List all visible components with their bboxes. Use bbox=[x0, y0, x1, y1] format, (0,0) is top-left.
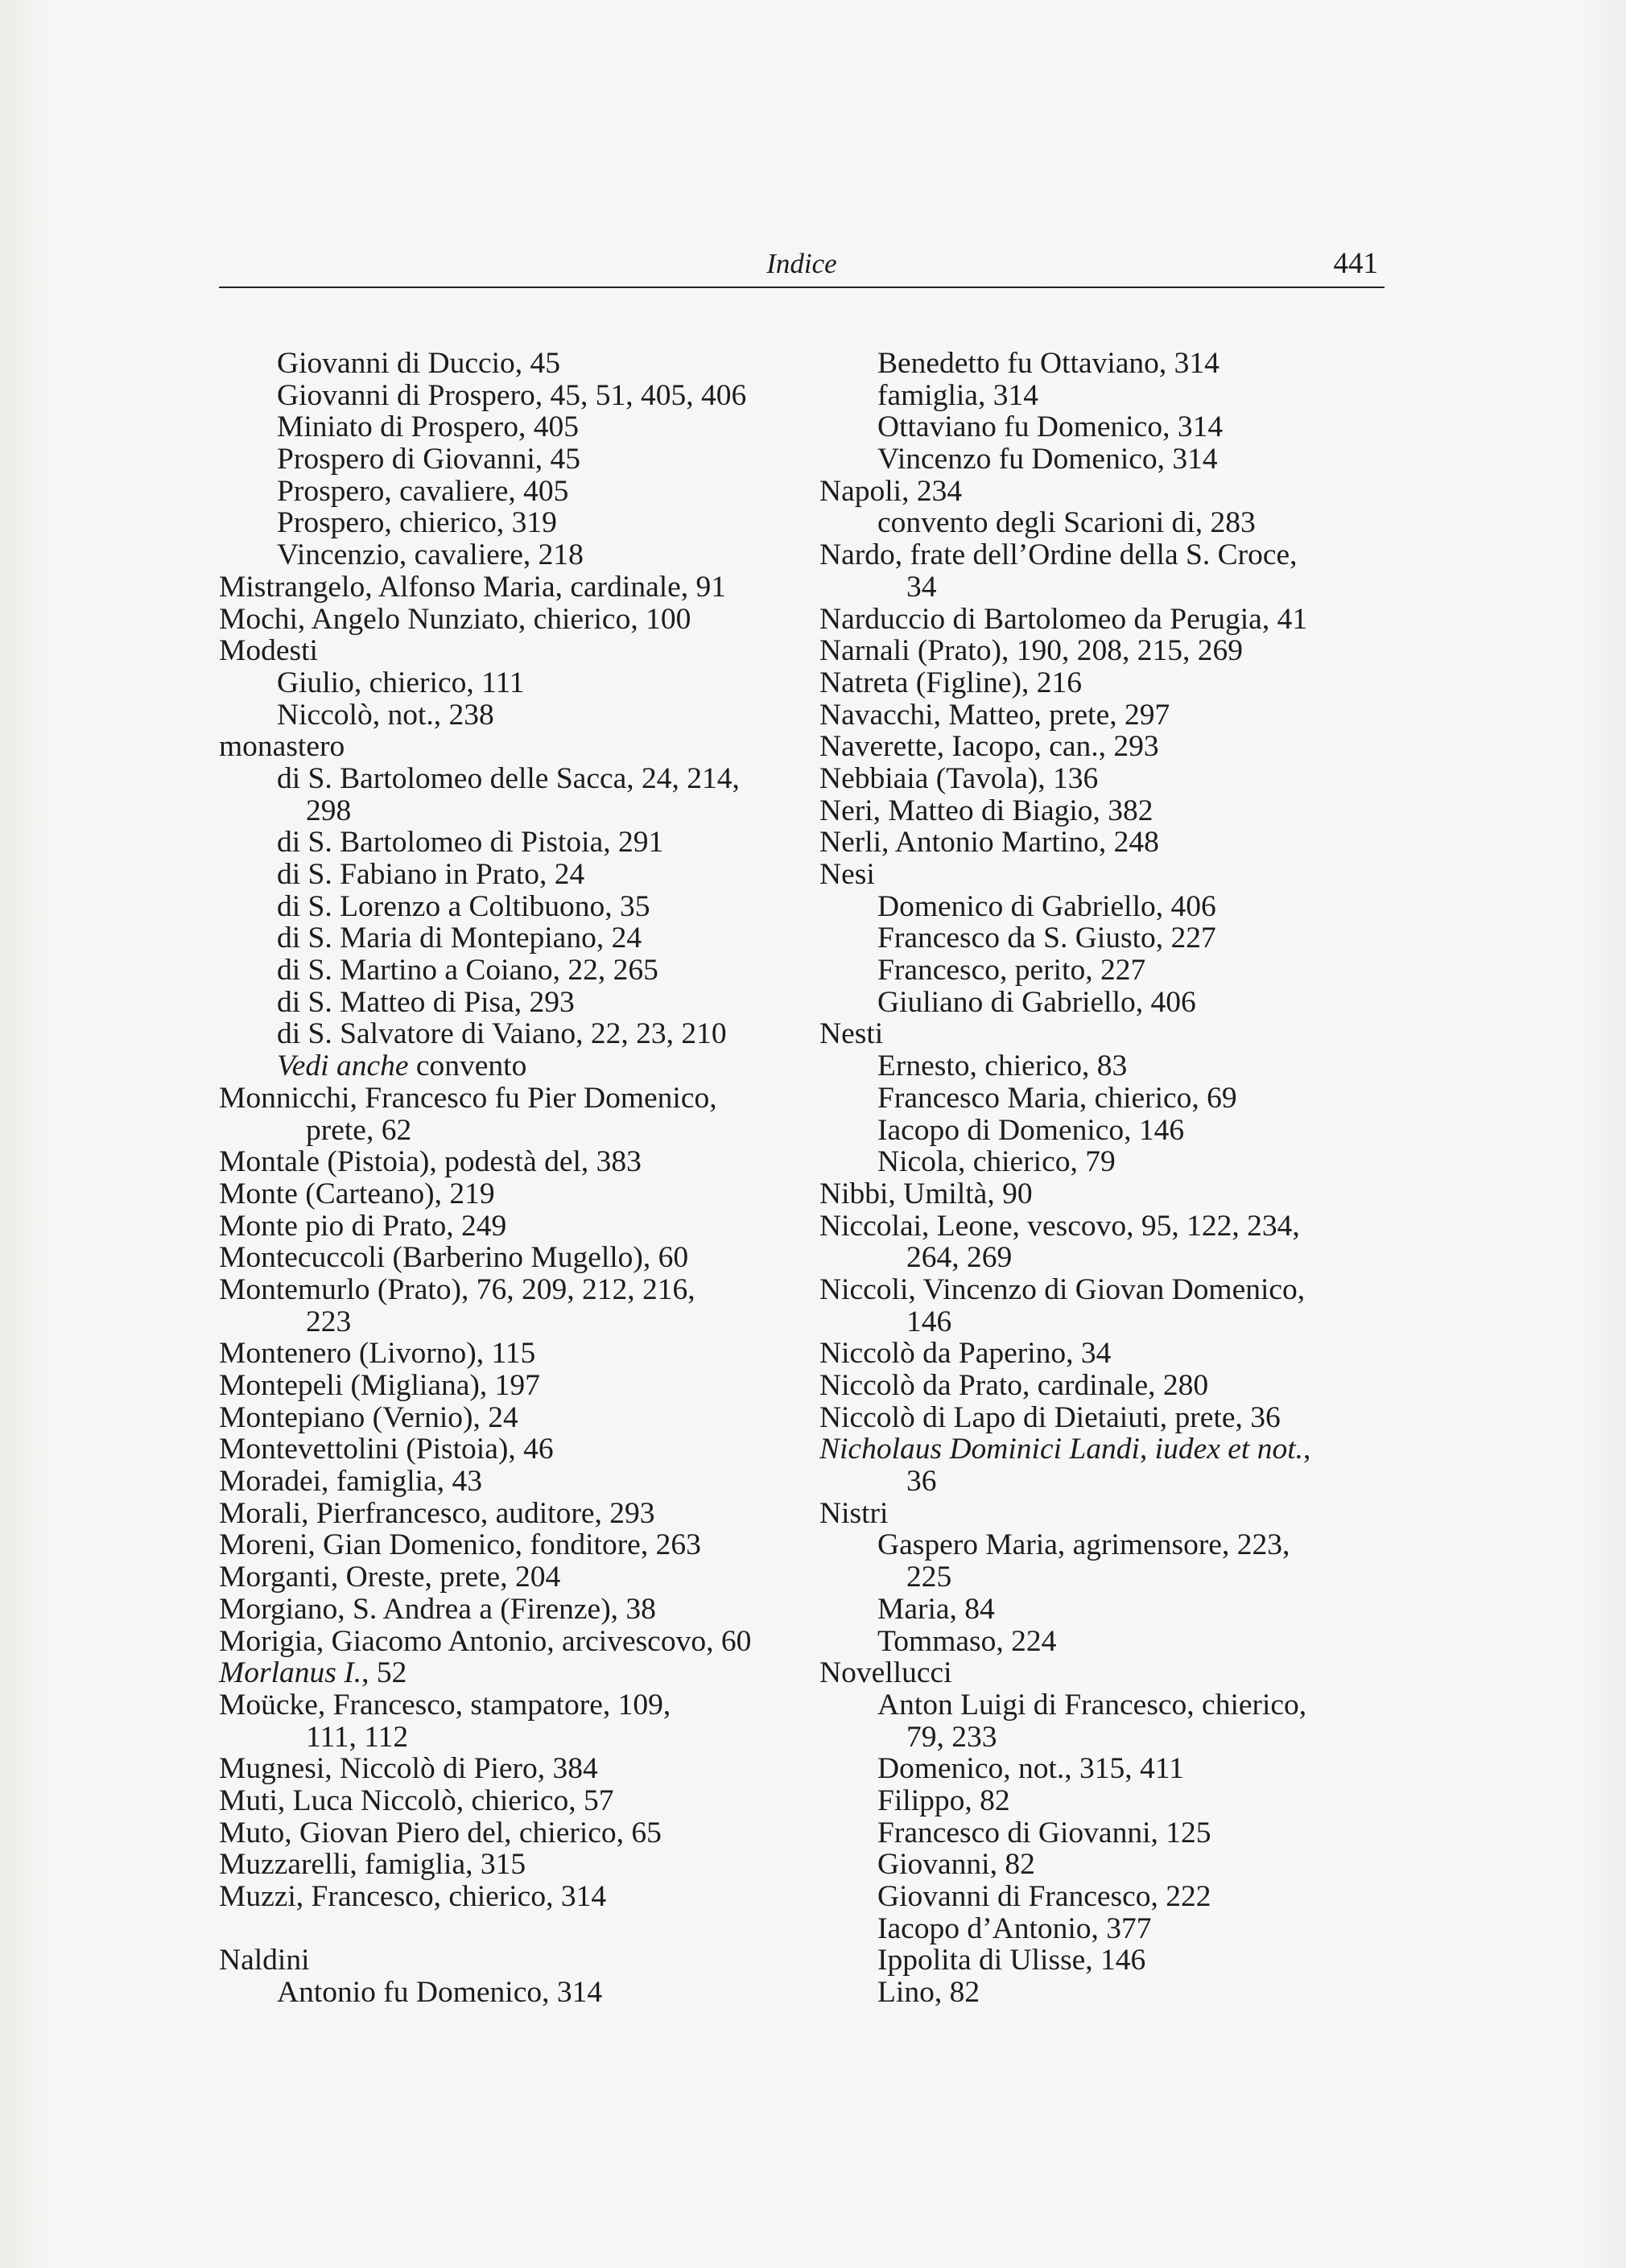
entry-text: Morali, Pierfrancesco, auditore, 293 bbox=[219, 1496, 655, 1530]
entry-text: Naverette, Iacopo, can., 293 bbox=[819, 730, 1159, 764]
index-entry bbox=[819, 1178, 1387, 1210]
entry-text: convento bbox=[408, 1049, 527, 1083]
entry-text: Iacopo di Domenico, 146 bbox=[877, 1113, 1185, 1147]
entry-text: Mochi, Angelo Nunziato, chierico, 100 bbox=[219, 602, 691, 636]
entry-text: 111, 112 bbox=[306, 1720, 409, 1754]
entry-text: 264, 269 bbox=[906, 1241, 1013, 1275]
index-subentry bbox=[819, 987, 1387, 1019]
entry-text: Giovanni di Duccio, 45 bbox=[277, 347, 561, 380]
entry-text: Filippo, 82 bbox=[877, 1783, 1010, 1817]
entry-text: Prospero, chierico, 319 bbox=[277, 506, 557, 540]
entry-text: di S. Matteo di Pisa, 293 bbox=[277, 985, 575, 1019]
entry-text: Morganti, Oreste, prete, 204 bbox=[219, 1561, 561, 1594]
index-subentry bbox=[819, 1626, 1387, 1658]
entry-text: Novellucci bbox=[819, 1656, 952, 1690]
index-entry bbox=[819, 1370, 1387, 1402]
entry-text: Monnicchi, Francesco fu Pier Domenico, bbox=[219, 1081, 717, 1115]
entry-text: Nicola, chierico, 79 bbox=[877, 1145, 1116, 1179]
entry-text: Niccoli, Vincenzo di Giovan Domenico, bbox=[819, 1272, 1306, 1306]
index-subentry bbox=[819, 380, 1387, 412]
entry-text: Natreta (Figline), 216 bbox=[819, 666, 1082, 699]
index-subentry bbox=[219, 539, 782, 571]
entry-text: Francesco di Giovanni, 125 bbox=[877, 1816, 1211, 1849]
entry-text: Muto, Giovan Piero del, chierico, 65 bbox=[219, 1816, 662, 1849]
index-entry bbox=[819, 1657, 1387, 1689]
entry-text: Giulio, chierico, 111 bbox=[277, 666, 525, 699]
entry-text: Naldini bbox=[219, 1944, 310, 1977]
entry-text: Muzzi, Francesco, chierico, 314 bbox=[219, 1880, 607, 1913]
entry-text: di S. Lorenzo a Coltibuono, 35 bbox=[277, 889, 650, 923]
index-subentry bbox=[219, 891, 782, 923]
index-subentry bbox=[219, 859, 782, 891]
entry-text: 223 bbox=[306, 1305, 352, 1338]
index-subentry bbox=[219, 667, 782, 699]
index-subentry bbox=[219, 507, 782, 539]
index-entry bbox=[219, 1561, 782, 1594]
entry-text: Montepiano (Vernio), 24 bbox=[219, 1400, 518, 1434]
entry-text: di S. Bartolomeo di Pistoia, 291 bbox=[277, 826, 664, 860]
index-entry bbox=[219, 604, 782, 636]
index-entry bbox=[219, 1146, 782, 1178]
entry-text: Giuliano di Gabriello, 406 bbox=[877, 985, 1196, 1019]
entry-text: Miniato di Prospero, 405 bbox=[277, 410, 579, 444]
index-entry bbox=[219, 635, 782, 667]
index-entry bbox=[219, 1849, 782, 1881]
index-entry bbox=[219, 571, 782, 604]
entry-text: Francesco, perito, 227 bbox=[877, 954, 1146, 988]
index-subentry bbox=[219, 1050, 782, 1082]
index-entry bbox=[219, 1594, 782, 1626]
entry-text: Montevettolini (Pistoia), 46 bbox=[219, 1433, 554, 1466]
index-entry bbox=[819, 635, 1387, 667]
index-entry bbox=[219, 1881, 782, 1913]
entry-text: Lino, 82 bbox=[877, 1976, 980, 2010]
index-subentry bbox=[219, 443, 782, 476]
entry-text: Nebbiaia (Tavola), 136 bbox=[819, 761, 1099, 795]
index-column-right bbox=[819, 348, 1387, 2009]
index-entry bbox=[219, 1433, 782, 1466]
entry-text: Moücke, Francesco, stampatore, 109, bbox=[219, 1688, 671, 1722]
entry-text: Gaspero Maria, agrimensore, 223, bbox=[877, 1528, 1290, 1562]
entry-text: Iacopo d’Antonio, 377 bbox=[877, 1911, 1152, 1945]
entry-text: prete, 62 bbox=[306, 1113, 412, 1147]
entry-text: di S. Bartolomeo delle Sacca, 24, 214, bbox=[277, 761, 740, 795]
index-entry bbox=[219, 1657, 782, 1689]
italic-text: Nicholaus Dominici Landi, iudex et not. bbox=[819, 1433, 1303, 1466]
index-subentry bbox=[219, 1018, 782, 1050]
index-subentry bbox=[819, 1689, 1387, 1722]
index-entry bbox=[219, 1082, 782, 1115]
entry-text: convento degli Scarioni di, 283 bbox=[877, 506, 1256, 540]
index-entry bbox=[819, 859, 1387, 891]
entry-text: Niccolò, not., 238 bbox=[277, 698, 494, 732]
entry-text: Giovanni, 82 bbox=[877, 1848, 1035, 1882]
entry-text: Montenero (Livorno), 115 bbox=[219, 1337, 536, 1371]
index-entry bbox=[219, 1529, 782, 1561]
entry-text: Monte (Carteano), 219 bbox=[219, 1177, 495, 1210]
entry-text: 146 bbox=[906, 1305, 952, 1338]
entry-text: Niccolò di Lapo di Dietaiuti, prete, 36 bbox=[819, 1400, 1281, 1434]
index-subentry bbox=[819, 1529, 1387, 1561]
entry-text: 36 bbox=[906, 1465, 937, 1499]
entry-text: Narduccio di Bartolomeo da Perugia, 41 bbox=[819, 602, 1308, 636]
entry-text: Maria, 84 bbox=[877, 1592, 995, 1626]
index-entry bbox=[219, 1338, 782, 1370]
index-entry bbox=[219, 1178, 782, 1210]
index-subentry bbox=[819, 891, 1387, 923]
entry-text: 79, 233 bbox=[906, 1720, 997, 1754]
index-subentry bbox=[219, 827, 782, 859]
entry-text: Montale (Pistoia), podestà del, 383 bbox=[219, 1145, 642, 1179]
entry-text: Narnali (Prato), 190, 208, 215, 269 bbox=[819, 634, 1243, 668]
index-subentry bbox=[819, 955, 1387, 987]
entry-text: Antonio fu Domenico, 314 bbox=[277, 1976, 603, 2010]
entry-text: Vincenzio, cavaliere, 218 bbox=[277, 538, 584, 572]
index-entry bbox=[819, 604, 1387, 636]
entry-text: Vincenzo fu Domenico, 314 bbox=[877, 443, 1218, 476]
entry-text: Francesco da S. Giusto, 227 bbox=[877, 922, 1216, 955]
entry-text: Nardo, frate dell’Ordine della S. Croce, bbox=[819, 538, 1298, 572]
entry-text: Francesco Maria, chierico, 69 bbox=[877, 1081, 1237, 1115]
index-subentry bbox=[819, 1594, 1387, 1626]
entry-text: di S. Martino a Coiano, 22, 265 bbox=[277, 954, 658, 988]
entry-text: Ippolita di Ulisse, 146 bbox=[877, 1944, 1146, 1977]
index-continuation bbox=[819, 1242, 1387, 1274]
index-continuation bbox=[819, 1561, 1387, 1594]
entry-text: Neri, Matteo di Biagio, 382 bbox=[819, 794, 1153, 827]
index-entry bbox=[819, 1498, 1387, 1530]
index-continuation bbox=[819, 571, 1387, 604]
entry-text: Niccolò da Prato, cardinale, 280 bbox=[819, 1369, 1209, 1402]
index-entry bbox=[819, 1274, 1387, 1306]
entry-text: Nistri bbox=[819, 1496, 889, 1530]
entry-text: Mugnesi, Niccolò di Piero, 384 bbox=[219, 1752, 598, 1786]
entry-text: di S. Maria di Montepiano, 24 bbox=[277, 922, 642, 955]
entry-text: Moradei, famiglia, 43 bbox=[219, 1465, 482, 1499]
index-subentry bbox=[819, 1115, 1387, 1147]
entry-text: famiglia, 314 bbox=[877, 378, 1038, 412]
index-subentry bbox=[219, 922, 782, 955]
index-entry bbox=[219, 1626, 782, 1658]
index-subentry bbox=[819, 1785, 1387, 1817]
index-subentry bbox=[819, 507, 1387, 539]
index-entry bbox=[819, 476, 1387, 508]
index-entry bbox=[819, 539, 1387, 571]
index-entry bbox=[819, 1018, 1387, 1050]
entry-text: Nibbi, Umiltà, 90 bbox=[819, 1177, 1033, 1210]
index-continuation bbox=[819, 1466, 1387, 1498]
entry-text: Benedetto fu Ottaviano, 314 bbox=[877, 347, 1220, 380]
index-subentry bbox=[819, 1753, 1387, 1785]
entry-text: 34 bbox=[906, 570, 937, 604]
index-entry bbox=[819, 1402, 1387, 1434]
index-entry bbox=[219, 1242, 782, 1274]
entry-text: Tommaso, 224 bbox=[877, 1624, 1057, 1658]
entry-text: 225 bbox=[906, 1561, 952, 1594]
entry-text: Nerli, Antonio Martino, 248 bbox=[819, 826, 1159, 860]
index-subentry bbox=[219, 411, 782, 443]
entry-text: Morigia, Giacomo Antonio, arcivescovo, 60 bbox=[219, 1624, 752, 1658]
index-subentry bbox=[819, 1849, 1387, 1881]
index-subentry bbox=[219, 955, 782, 987]
index-subentry bbox=[819, 1881, 1387, 1913]
entry-text: , bbox=[1303, 1433, 1311, 1466]
index-continuation bbox=[219, 1115, 782, 1147]
index-entry bbox=[219, 1466, 782, 1498]
entry-text: Ottaviano fu Domenico, 314 bbox=[877, 410, 1224, 444]
entry-text: Ernesto, chierico, 83 bbox=[877, 1049, 1128, 1083]
index-entry bbox=[219, 1210, 782, 1243]
entry-text: Modesti bbox=[219, 634, 318, 668]
entry-text: Montemurlo (Prato), 76, 209, 212, 216, bbox=[219, 1272, 695, 1306]
entry-text: Mistrangelo, Alfonso Maria, cardinale, 91 bbox=[219, 570, 727, 604]
index-entry bbox=[819, 827, 1387, 859]
index-subentry bbox=[819, 443, 1387, 476]
index-entry bbox=[819, 699, 1387, 732]
entry-text: Anton Luigi di Francesco, chierico, bbox=[877, 1688, 1307, 1722]
index-entry bbox=[219, 1370, 782, 1402]
index-subentry bbox=[819, 1977, 1387, 2009]
index-continuation bbox=[819, 1722, 1387, 1754]
entry-text: Domenico, not., 315, 411 bbox=[877, 1752, 1184, 1786]
index-entry bbox=[219, 1785, 782, 1817]
entry-text: Niccolò da Paperino, 34 bbox=[819, 1337, 1112, 1371]
index-entry bbox=[819, 763, 1387, 795]
entry-text: Montepeli (Migliana), 197 bbox=[219, 1369, 540, 1402]
entry-text: Nesi bbox=[819, 858, 875, 891]
index-subentry bbox=[219, 699, 782, 732]
index-entry bbox=[219, 1817, 782, 1849]
entry-text: Domenico di Gabriello, 406 bbox=[877, 889, 1216, 923]
page-number: 441 bbox=[1333, 247, 1378, 280]
entry-text: di S. Fabiano in Prato, 24 bbox=[277, 858, 585, 891]
index-subentry bbox=[819, 1082, 1387, 1115]
entry-text: Moreni, Gian Domenico, fonditore, 263 bbox=[219, 1528, 701, 1562]
italic-text: Vedi anche bbox=[277, 1049, 409, 1083]
index-entry bbox=[819, 795, 1387, 827]
entry-text: Muzzarelli, famiglia, 315 bbox=[219, 1848, 526, 1882]
index-subentry bbox=[219, 987, 782, 1019]
index-subentry bbox=[219, 763, 782, 795]
index-entry bbox=[219, 1274, 782, 1306]
index-subentry bbox=[819, 922, 1387, 955]
index-entry bbox=[819, 667, 1387, 699]
index-continuation bbox=[219, 795, 782, 827]
index-entry bbox=[219, 1689, 782, 1722]
index-continuation bbox=[219, 1306, 782, 1338]
index-entry bbox=[219, 1402, 782, 1434]
entry-text: Morgiano, S. Andrea a (Firenze), 38 bbox=[219, 1592, 656, 1626]
page-header bbox=[219, 241, 1385, 288]
entry-text: di S. Salvatore di Vaiano, 22, 23, 210 bbox=[277, 1017, 727, 1051]
index-subentry bbox=[819, 411, 1387, 443]
index-entry bbox=[219, 1753, 782, 1785]
index-entry bbox=[219, 731, 782, 763]
index-subentry bbox=[819, 1944, 1387, 1977]
index-subentry bbox=[219, 380, 782, 412]
index-subentry bbox=[819, 1913, 1387, 1945]
entry-text: monastero bbox=[219, 730, 345, 764]
index-column-left bbox=[219, 348, 782, 2009]
index-subentry bbox=[819, 1050, 1387, 1082]
index-subentry bbox=[819, 1817, 1387, 1849]
entry-text: Niccolai, Leone, vescovo, 95, 122, 234, bbox=[819, 1209, 1300, 1243]
blank-line bbox=[219, 1913, 782, 1945]
entry-text: Prospero di Giovanni, 45 bbox=[277, 443, 581, 476]
entry-text: Giovanni di Francesco, 222 bbox=[877, 1880, 1211, 1913]
entry-text: Giovanni di Prospero, 45, 51, 405, 406 bbox=[277, 378, 747, 412]
index-entry bbox=[819, 1338, 1387, 1370]
entry-text: 298 bbox=[306, 794, 352, 827]
index-entry bbox=[219, 1944, 782, 1977]
index-continuation bbox=[819, 1306, 1387, 1338]
entry-text: Muti, Luca Niccolò, chierico, 57 bbox=[219, 1783, 614, 1817]
entry-text: Navacchi, Matteo, prete, 297 bbox=[819, 698, 1170, 732]
index-entry bbox=[819, 1433, 1387, 1466]
index-entry bbox=[819, 731, 1387, 763]
italic-text: Morlanus I. bbox=[219, 1656, 362, 1690]
entry-text: Napoli, 234 bbox=[819, 474, 963, 508]
index-subentry bbox=[819, 1146, 1387, 1178]
index-continuation bbox=[219, 1722, 782, 1754]
index-subentry bbox=[219, 476, 782, 508]
index-subentry bbox=[819, 348, 1387, 380]
index-subentry bbox=[219, 1977, 782, 2009]
index-subentry bbox=[219, 348, 782, 380]
entry-text: , 52 bbox=[361, 1656, 407, 1690]
entry-text: Monte pio di Prato, 249 bbox=[219, 1209, 507, 1243]
index-entry bbox=[219, 1498, 782, 1530]
entry-text: Prospero, cavaliere, 405 bbox=[277, 474, 569, 508]
entry-text: Montecuccoli (Barberino Mugello), 60 bbox=[219, 1241, 689, 1275]
entry-text: Nesti bbox=[819, 1017, 884, 1051]
running-title: Indice bbox=[766, 248, 837, 279]
index-entry bbox=[819, 1210, 1387, 1243]
